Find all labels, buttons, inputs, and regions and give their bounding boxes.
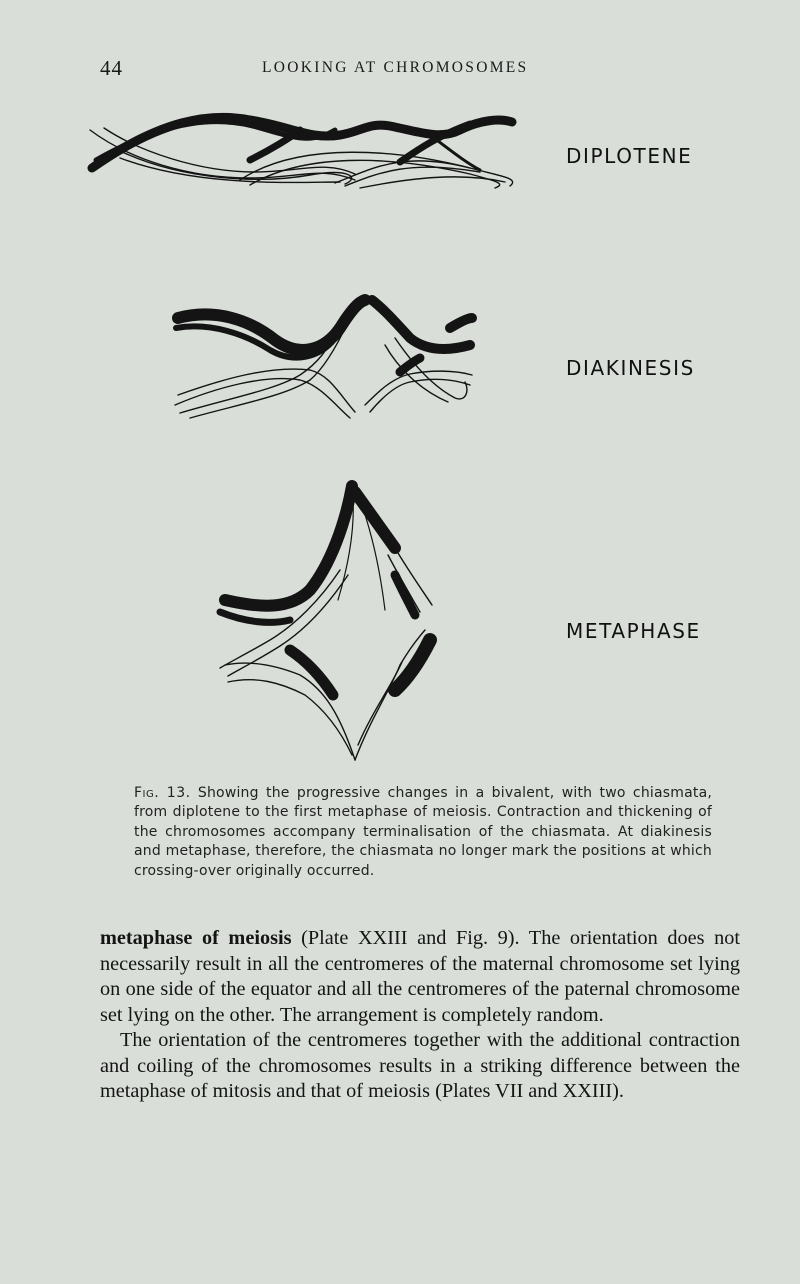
figure-caption xyxy=(134,784,712,881)
label-metaphase: METAPHASE xyxy=(566,619,701,643)
label-diakinesis: DIAKINESIS xyxy=(566,356,695,380)
body-paragraph-1-lead: metaphase of meiosis xyxy=(100,927,292,949)
running-title: LOOKING AT CHROMOSOMES xyxy=(262,59,529,76)
figure-caption-text: Showing the progressive changes in a bivalent, with two chiasmata, from diplotene to the first metaphase of meiosis. Contraction and thickening of the chromosomes accompany terminalisation of the chiasmata. At diakinesis and metaphase, therefore, the chiasmata no longer mark the positions at which crossing-over originally occurred. xyxy=(134,785,712,879)
body-text xyxy=(100,926,740,1105)
diakinesis-bivalent-drawing xyxy=(175,300,472,418)
metaphase-bivalent-drawing xyxy=(220,486,432,760)
body-paragraph-1 xyxy=(100,926,740,1028)
body-paragraph-2: The orientation of the centromeres together with the additional contraction and coiling of the chromosomes results in a striking difference between the metaphase of mitosis and that of meiosis (Plates VII and XXIII). xyxy=(100,1029,740,1102)
label-diplotene: DIPLOTENE xyxy=(566,144,693,168)
figure-13-illustration xyxy=(0,95,800,775)
figure-caption-label: Fig. 13. xyxy=(134,785,191,801)
diplotene-bivalent-drawing xyxy=(90,117,513,188)
page-number: 44 xyxy=(100,56,123,80)
body-paragraph-1-rest: (Plate XXIII and Fig. 9). The orientation does not necessarily result in all the centromeres of the maternal chromosome set lying on one side of the equator and all the centromeres of the paternal chromosome set lying on the other. The arrangement is completely random. xyxy=(100,927,740,1026)
running-head xyxy=(100,56,740,82)
